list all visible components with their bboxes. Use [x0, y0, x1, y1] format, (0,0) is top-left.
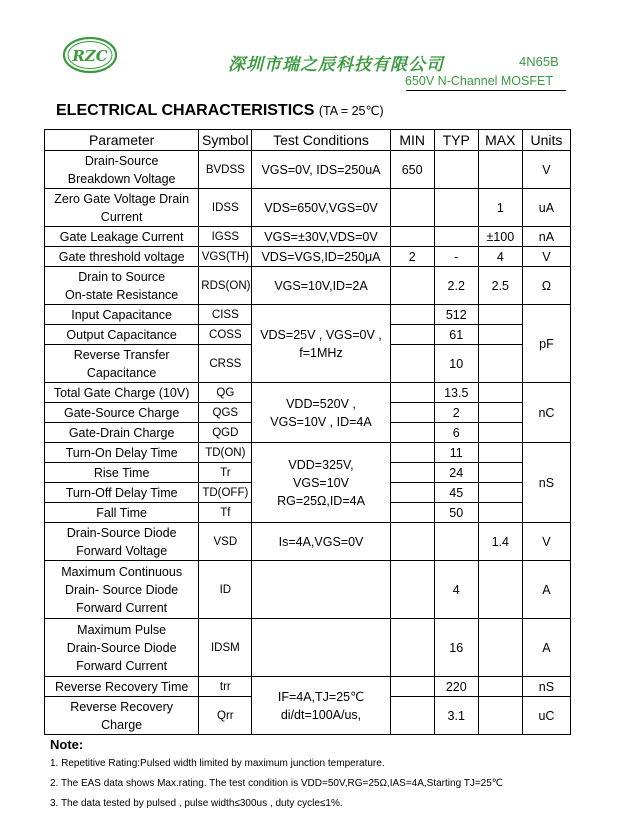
typ-cell: 4: [434, 561, 478, 619]
col-header: Symbol: [199, 130, 252, 151]
unit-cell: A: [522, 561, 570, 619]
min-cell: [390, 483, 434, 503]
param-cell: Gate threshold voltage: [45, 247, 199, 267]
symbol-cell: IDSS: [199, 189, 252, 227]
max-cell: ±100: [478, 227, 522, 247]
param-cell: Fall Time: [45, 503, 199, 523]
symbol-cell: COSS: [199, 325, 252, 345]
typ-cell: 61: [434, 325, 478, 345]
table-row: [45, 619, 571, 677]
symbol-cell: Tf: [199, 503, 252, 523]
header-divider: [406, 90, 566, 91]
max-cell: [478, 305, 522, 325]
note-item: 1. Repetitive Rating:Pulsed width limited by maximum junction temperature.: [50, 758, 385, 769]
max-cell: [478, 151, 522, 189]
symbol-cell: IDSM: [199, 619, 252, 677]
condition-cell: [252, 561, 390, 619]
condition-cell: VGS=0V, IDS=250uA: [252, 151, 390, 189]
unit-cell: nS: [522, 677, 570, 697]
device-subtitle: 650V N-Channel MOSFET: [405, 74, 553, 88]
unit-cell: uA: [522, 189, 570, 227]
min-cell: [390, 619, 434, 677]
symbol-cell: VGS(TH): [199, 247, 252, 267]
col-header: MIN: [390, 130, 434, 151]
max-cell: [478, 697, 522, 735]
max-cell: 1.4: [478, 523, 522, 561]
unit-cell: uC: [522, 697, 570, 735]
param-cell: Input Capacitance: [45, 305, 199, 325]
typ-cell: 512: [434, 305, 478, 325]
electrical-characteristics-table: [44, 129, 571, 735]
note-item: 2. The EAS data shows Max.rating. The test condition is VDD=50V,RG=25Ω,IAS=4A,Starting TJ=25℃: [50, 778, 504, 789]
param-cell: Output Capacitance: [45, 325, 199, 345]
condition-cell: VGS=10V,ID=2A: [252, 267, 390, 305]
min-cell: [390, 463, 434, 483]
symbol-cell: Tr: [199, 463, 252, 483]
unit-cell: A: [522, 619, 570, 677]
max-cell: [478, 423, 522, 443]
max-cell: [478, 561, 522, 619]
section-condition: (TA = 25℃): [318, 104, 384, 118]
symbol-cell: CISS: [199, 305, 252, 325]
condition-cell: Is=4A,VGS=0V: [252, 523, 390, 561]
table-row: [45, 267, 571, 305]
param-cell: Gate-Source Charge: [45, 403, 199, 423]
symbol-cell: RDS(ON): [199, 267, 252, 305]
typ-cell: 2: [434, 403, 478, 423]
symbol-cell: ID: [199, 561, 252, 619]
table-row: [45, 189, 571, 227]
min-cell: [390, 305, 434, 325]
symbol-cell: CRSS: [199, 345, 252, 383]
unit-cell: nC: [522, 383, 570, 443]
min-cell: [390, 267, 434, 305]
unit-cell: nS: [522, 443, 570, 523]
typ-cell: 2.2: [434, 267, 478, 305]
symbol-cell: TD(OFF): [199, 483, 252, 503]
typ-cell: [434, 523, 478, 561]
table-row: [45, 523, 571, 561]
unit-cell: pF: [522, 305, 570, 383]
max-cell: 2.5: [478, 267, 522, 305]
table-header-row: [45, 130, 571, 151]
max-cell: 1: [478, 189, 522, 227]
logo-text: RZC: [72, 47, 108, 65]
symbol-cell: TD(ON): [199, 443, 252, 463]
max-cell: [478, 463, 522, 483]
typ-cell: [434, 227, 478, 247]
param-cell: Reverse Recovery Time: [45, 677, 199, 697]
typ-cell: 11: [434, 443, 478, 463]
min-cell: [390, 383, 434, 403]
max-cell: [478, 443, 522, 463]
param-cell: Gate Leakage Current: [45, 227, 199, 247]
param-cell: Drain to Source On-state Resistance: [45, 267, 199, 305]
max-cell: [478, 403, 522, 423]
symbol-cell: VSD: [199, 523, 252, 561]
typ-cell: 24: [434, 463, 478, 483]
condition-cell: VDS=VGS,ID=250μA: [252, 247, 390, 267]
company-name: 深圳市瑞之辰科技有限公司: [228, 55, 444, 75]
typ-cell: 50: [434, 503, 478, 523]
min-cell: [390, 227, 434, 247]
condition-cell: VDS=650V,VGS=0V: [252, 189, 390, 227]
col-header: Parameter: [45, 130, 199, 151]
typ-cell: [434, 151, 478, 189]
min-cell: [390, 345, 434, 383]
param-cell: Maximum Continuous Drain- Source Diode Forward Current: [45, 561, 199, 619]
max-cell: [478, 619, 522, 677]
condition-cell: IF=4A,TJ=25℃ di/dt=100A/us,: [252, 677, 390, 735]
condition-cell: VDS=25V , VGS=0V , f=1MHz: [252, 305, 390, 383]
param-cell: Rise Time: [45, 463, 199, 483]
typ-cell: 220: [434, 677, 478, 697]
symbol-cell: IGSS: [199, 227, 252, 247]
typ-cell: 45: [434, 483, 478, 503]
typ-cell: 3.1: [434, 697, 478, 735]
table-row: [45, 247, 571, 267]
max-cell: [478, 483, 522, 503]
typ-cell: 13.5: [434, 383, 478, 403]
min-cell: 650: [390, 151, 434, 189]
param-cell: Reverse Transfer Capacitance: [45, 345, 199, 383]
unit-cell: V: [522, 523, 570, 561]
min-cell: [390, 423, 434, 443]
symbol-cell: QGD: [199, 423, 252, 443]
min-cell: [390, 677, 434, 697]
unit-cell: V: [522, 247, 570, 267]
part-number: 4N65B: [519, 54, 559, 69]
col-header: TYP: [434, 130, 478, 151]
max-cell: 4: [478, 247, 522, 267]
condition-cell: VGS=±30V,VDS=0V: [252, 227, 390, 247]
param-cell: Drain-Source Diode Forward Voltage: [45, 523, 199, 561]
min-cell: [390, 561, 434, 619]
table-row: [45, 305, 571, 325]
min-cell: [390, 189, 434, 227]
condition-cell: VDD=325V, VGS=10V RG=25Ω,ID=4A: [252, 443, 390, 523]
min-cell: [390, 523, 434, 561]
symbol-cell: BVDSS: [199, 151, 252, 189]
unit-cell: nA: [522, 227, 570, 247]
max-cell: [478, 325, 522, 345]
min-cell: [390, 697, 434, 735]
table-row: [45, 383, 571, 403]
param-cell: Reverse Recovery Charge: [45, 697, 199, 735]
min-cell: [390, 325, 434, 345]
max-cell: [478, 503, 522, 523]
min-cell: 2: [390, 247, 434, 267]
table-row: [45, 227, 571, 247]
symbol-cell: QG: [199, 383, 252, 403]
symbol-cell: QGS: [199, 403, 252, 423]
note-item: 3. The data tested by pulsed , pulse width≤300us , duty cycle≤1%.: [50, 798, 343, 809]
param-cell: Total Gate Charge (10V): [45, 383, 199, 403]
table-row: [45, 151, 571, 189]
param-cell: Gate-Drain Charge: [45, 423, 199, 443]
col-header: Units: [522, 130, 570, 151]
symbol-cell: Qrr: [199, 697, 252, 735]
condition-cell: [252, 619, 390, 677]
table-row: [45, 677, 571, 697]
table-row: [45, 561, 571, 619]
col-header: MAX: [478, 130, 522, 151]
symbol-cell: trr: [199, 677, 252, 697]
section-title-text: ELECTRICAL CHARACTERISTICS: [56, 102, 315, 119]
typ-cell: 10: [434, 345, 478, 383]
max-cell: [478, 677, 522, 697]
section-title: [56, 102, 384, 120]
param-cell: Drain-Source Breakdown Voltage: [45, 151, 199, 189]
company-logo: [62, 36, 118, 74]
min-cell: [390, 403, 434, 423]
unit-cell: Ω: [522, 267, 570, 305]
min-cell: [390, 503, 434, 523]
param-cell: Maximum Pulse Drain-Source Diode Forward Current: [45, 619, 199, 677]
param-cell: Turn-Off Delay Time: [45, 483, 199, 503]
note-title: Note:: [50, 737, 84, 752]
typ-cell: -: [434, 247, 478, 267]
max-cell: [478, 345, 522, 383]
param-cell: Turn-On Delay Time: [45, 443, 199, 463]
param-cell: Zero Gate Voltage Drain Current: [45, 189, 199, 227]
max-cell: [478, 383, 522, 403]
col-header: Test Conditions: [252, 130, 390, 151]
condition-cell: VDD=520V , VGS=10V , ID=4A: [252, 383, 390, 443]
table-row: [45, 443, 571, 463]
unit-cell: V: [522, 151, 570, 189]
min-cell: [390, 443, 434, 463]
typ-cell: 6: [434, 423, 478, 443]
typ-cell: 16: [434, 619, 478, 677]
typ-cell: [434, 189, 478, 227]
